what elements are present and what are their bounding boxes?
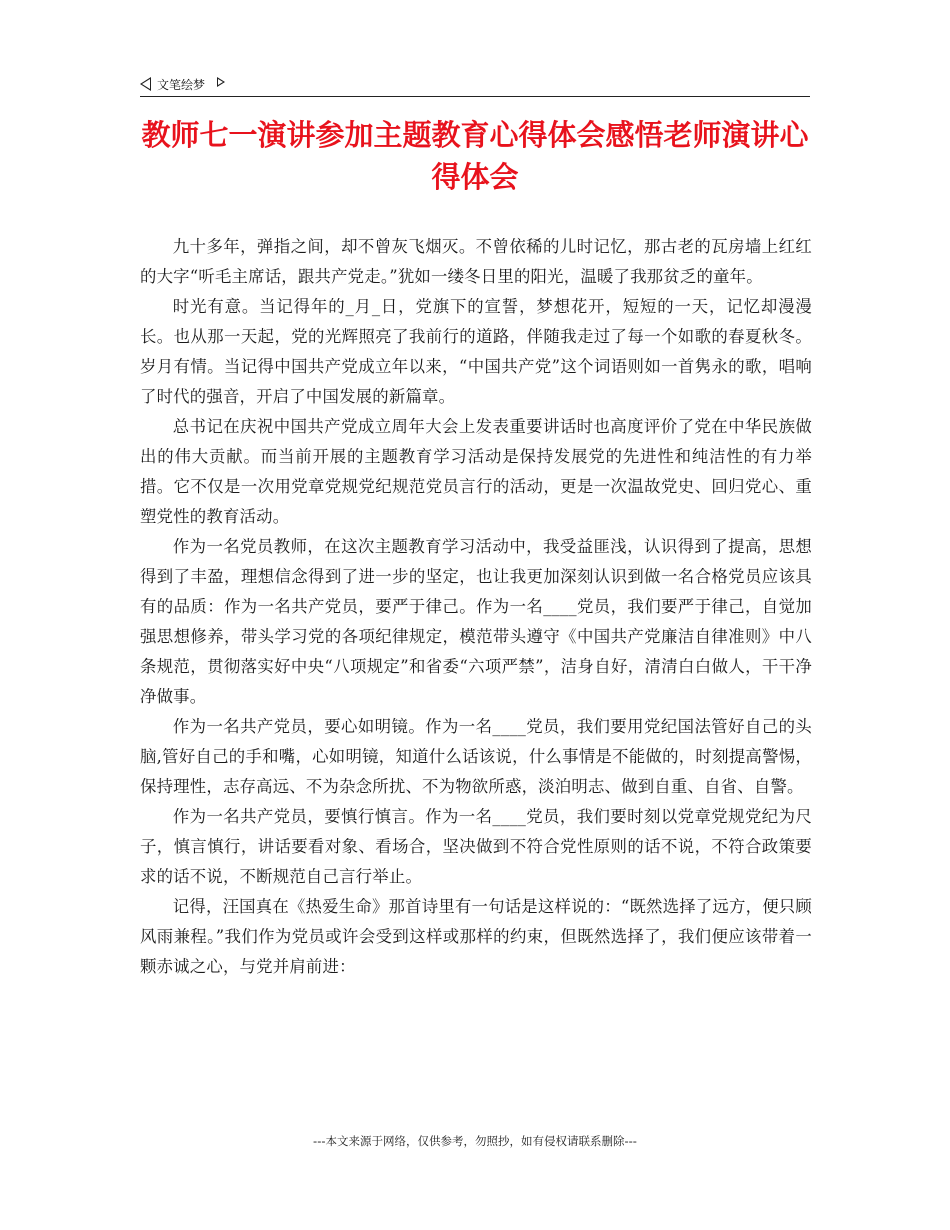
- right-triangle-icon: [217, 77, 225, 87]
- paragraph: 九十多年，弹指之间，却不曾灰飞烟灭。不曾依稀的儿时记忆，那古老的瓦房墙上红红的大字“听毛主席话，跟共产党走。”犹如一缕冬日里的阳光，温暖了我那贫乏的童年。: [140, 237, 812, 286]
- header-brand: 文笔绘梦: [157, 77, 206, 92]
- paragraph: 记得，汪国真在《热爱生命》那首诗里有一句话是这样说的：“既然选择了远方，便只顾风雨兼程。”我们作为党员或许会受到这样或那样的约束，但既然选择了，我们便应该带着一颗赤诚之心，与党并肩前进：: [140, 897, 812, 976]
- document-body: [140, 232, 812, 982]
- paragraph: 作为一名党员教师，在这次主题教育学习活动中，我受益匪浅，认识得到了提高，思想得到了丰盈，理想信念得到了进一步的坚定，也让我更加深刻认识到做一名合格党员应该具有的品质：作为一名共产党员，要严于律己。作为一名____党员，我们要严于律己，自觉加强思想修养，带头学习党的各项纪律规定，模范带头遵守《中国共产党廉洁自律准则》中八条规范，贯彻落实好中央“八项规定”和省委“六项严禁”，洁身自好，清清白白做人，干干净净做事。: [140, 537, 812, 706]
- paragraph: 作为一名共产党员，要慎行慎言。作为一名____党员，我们要时刻以党章党规党纪为尺子，慎言慎行，讲话要看对象、看场合，坚决做到不符合党性原则的话不说，不符合政策要求的话不说，不断规范自己言行举止。: [140, 807, 812, 886]
- paragraph: 总书记在庆祝中国共产党成立周年大会上发表重要讲话时也高度评价了党在中华民族做出的伟大贡献。而当前开展的主题教育学习活动是保持发展党的先进性和纯洁性的有力举措。它不仅是一次用党章党规党纪规范党员言行的活动，更是一次温故党史、回归党心、重塑党性的教育活动。: [140, 417, 812, 526]
- page-footer: ---本文来源于网络，仅供参考，勿照抄，如有侵权请联系删除---: [313, 1134, 637, 1148]
- page-header: [140, 72, 810, 97]
- document-title: 教师七一演讲参加主题教育心得体会感悟老师演讲心得体会: [141, 118, 809, 194]
- left-triangle-icon: [140, 77, 151, 91]
- paragraph: 时光有意。当记得年的_月_日，党旗下的宣誓，梦想花开，短短的一天，记忆却漫漫长。也从那一天起，党的光辉照亮了我前行的道路，伴随我走过了每一个如歌的春夏秋冬。岁月有情。当记得中国共产党成立年以来，“中国共产党”这个词语则如一首隽永的歌，唱响了时代的强音，开启了中国发展的新篇章。: [140, 297, 812, 406]
- paragraph: 作为一名共产党员，要心如明镜。作为一名____党员，我们要用党纪国法管好自己的头脑,管好自己的手和嘴，心如明镜，知道什么话该说，什么事情是不能做的，时刻提高警惕，保持理性，志存高远、不为杂念所扰、不为物欲所惑，淡泊明志、做到自重、自省、自警。: [140, 717, 812, 796]
